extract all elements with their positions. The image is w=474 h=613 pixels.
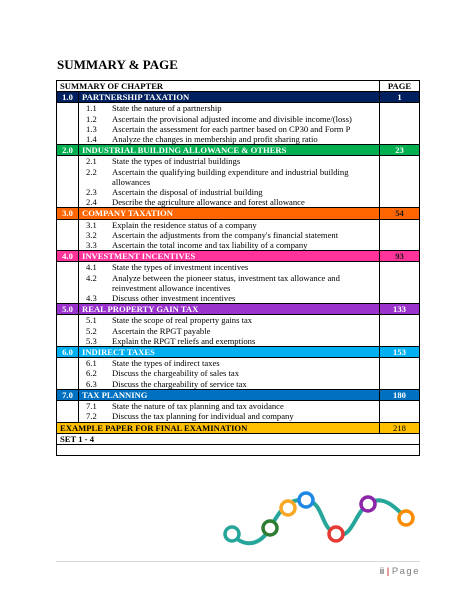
subtopic-cell bbox=[79, 114, 380, 124]
subtopic-number: 1.4 bbox=[86, 134, 97, 145]
subtopic-number: 3.3 bbox=[86, 240, 97, 251]
subtopic-text: Discuss other investment incentives bbox=[112, 293, 236, 304]
section-page: 23 bbox=[380, 145, 420, 156]
subtopic-page-cell bbox=[380, 240, 420, 251]
section-page: 93 bbox=[380, 251, 420, 262]
example-paper-title: EXAMPLE PAPER FOR FINAL EXAMINATION bbox=[57, 422, 380, 433]
subtopic-row bbox=[57, 368, 420, 378]
subtopic-cell bbox=[79, 411, 380, 422]
subtopic-spacer bbox=[57, 219, 79, 230]
footer-divider bbox=[56, 561, 420, 562]
section-row bbox=[57, 92, 420, 103]
subtopic-number: 1.1 bbox=[86, 103, 97, 114]
decoration-circle-icon bbox=[361, 497, 375, 511]
subtopic-number: 6.1 bbox=[86, 358, 97, 369]
subtopic-row bbox=[57, 336, 420, 347]
section-page: 133 bbox=[380, 304, 420, 315]
subtopic-number: 1.2 bbox=[86, 113, 97, 124]
section-row bbox=[57, 389, 420, 400]
subtopic-text: State the nature of a partnership bbox=[112, 103, 222, 114]
subtopic-number: 5.3 bbox=[86, 335, 97, 346]
page-number bbox=[380, 566, 420, 577]
subtopic-row bbox=[57, 315, 420, 326]
section-number: 4.0 bbox=[57, 251, 79, 262]
subtopic-row bbox=[57, 114, 420, 124]
subtopic-page-cell bbox=[380, 379, 420, 390]
section-number: 6.0 bbox=[57, 347, 79, 358]
subtopic-cell bbox=[79, 368, 380, 378]
page-number-word: Page bbox=[391, 566, 420, 577]
subtopic-spacer bbox=[57, 230, 79, 240]
subtopic-number: 7.1 bbox=[86, 401, 97, 412]
subtopic-spacer bbox=[57, 124, 79, 134]
page-number-separator: | bbox=[386, 566, 390, 577]
subtopic-text: Ascertain the qualifying building expenditure and industrial building allowances bbox=[112, 166, 349, 187]
subtopic-spacer bbox=[57, 134, 79, 145]
subtopic-number: 4.2 bbox=[86, 272, 97, 283]
subtopic-text: State the types of industrial buildings bbox=[112, 156, 241, 167]
subtopic-spacer bbox=[57, 368, 79, 378]
subtopic-page-cell bbox=[380, 368, 420, 378]
section-row bbox=[57, 145, 420, 156]
subtopic-cell bbox=[79, 219, 380, 230]
subtopic-row bbox=[57, 326, 420, 336]
set-label: SET 1 - 4 bbox=[57, 433, 420, 444]
subtopic-row bbox=[57, 230, 420, 240]
subtopic-page-cell bbox=[380, 336, 420, 347]
subtopic-row bbox=[57, 156, 420, 167]
decoration-circle-icon bbox=[399, 511, 413, 525]
subtopic-cell bbox=[79, 293, 380, 304]
section-number: 3.0 bbox=[57, 208, 79, 219]
subtopic-spacer bbox=[57, 315, 79, 326]
example-paper-row bbox=[57, 422, 420, 433]
subtopic-number: 2.1 bbox=[86, 156, 97, 167]
subtopic-spacer bbox=[57, 187, 79, 197]
subtopic-text: State the nature of tax planning and tax avoidance bbox=[112, 401, 284, 412]
subtopic-text: Ascertain the disposal of industrial building bbox=[112, 187, 263, 198]
subtopic-page-cell bbox=[380, 156, 420, 167]
subtopic-number: 6.2 bbox=[86, 368, 97, 379]
page-number-value: ii bbox=[379, 566, 385, 577]
subtopic-row bbox=[57, 103, 420, 114]
subtopic-page-cell bbox=[380, 293, 420, 304]
subtopic-cell bbox=[79, 326, 380, 336]
subtopic-spacer bbox=[57, 103, 79, 114]
subtopic-spacer bbox=[57, 273, 79, 293]
subtopic-spacer bbox=[57, 411, 79, 422]
subtopic-page-cell bbox=[380, 167, 420, 187]
subtopic-number: 6.3 bbox=[86, 378, 97, 389]
blank-cell bbox=[57, 444, 420, 455]
subtopic-spacer bbox=[57, 114, 79, 124]
decoration-circle-icon bbox=[225, 527, 239, 541]
subtopic-page-cell bbox=[380, 326, 420, 336]
subtopic-text: Describe the agriculture allowance and forest allowance bbox=[112, 197, 305, 208]
subtopic-row bbox=[57, 134, 420, 145]
subtopic-number: 5.2 bbox=[86, 325, 97, 336]
subtopic-spacer bbox=[57, 358, 79, 369]
subtopic-number: 4.1 bbox=[86, 262, 97, 273]
subtopic-cell bbox=[79, 273, 380, 293]
subtopic-page-cell bbox=[380, 219, 420, 230]
decoration-circle-icon bbox=[263, 521, 277, 535]
section-title: INVESTMENT INCENTIVES bbox=[79, 251, 380, 262]
subtopic-spacer bbox=[57, 262, 79, 273]
subtopic-page-cell bbox=[380, 114, 420, 124]
section-title: COMPANY TAXATION bbox=[79, 208, 380, 219]
subtopic-row bbox=[57, 262, 420, 273]
subtopic-number: 2.3 bbox=[86, 187, 97, 198]
blank-row bbox=[57, 444, 420, 455]
decoration-circle-icon bbox=[329, 527, 343, 541]
section-page: 180 bbox=[380, 389, 420, 400]
subtopic-spacer bbox=[57, 240, 79, 251]
subtopic-text: State the types of indirect taxes bbox=[112, 358, 220, 369]
table-header-page: PAGE bbox=[380, 81, 420, 92]
subtopic-spacer bbox=[57, 401, 79, 412]
section-page: 1 bbox=[380, 92, 420, 103]
subtopic-spacer bbox=[57, 326, 79, 336]
subtopic-spacer bbox=[57, 293, 79, 304]
section-page: 153 bbox=[380, 347, 420, 358]
subtopic-cell bbox=[79, 262, 380, 273]
subtopic-cell bbox=[79, 156, 380, 167]
subtopic-number: 5.1 bbox=[86, 315, 97, 326]
subtopic-page-cell bbox=[380, 411, 420, 422]
subtopic-page-cell bbox=[380, 401, 420, 412]
subtopic-row bbox=[57, 240, 420, 251]
subtopic-text: State the scope of real property gains tax bbox=[112, 315, 253, 326]
subtopic-number: 3.2 bbox=[86, 229, 97, 240]
section-row bbox=[57, 208, 420, 219]
subtopic-text: Discuss the chargeability of service tax bbox=[112, 378, 247, 389]
subtopic-row bbox=[57, 197, 420, 208]
subtopic-page-cell bbox=[380, 230, 420, 240]
subtopic-spacer bbox=[57, 156, 79, 167]
subtopic-cell bbox=[79, 336, 380, 347]
subtopic-spacer bbox=[57, 336, 79, 347]
subtopic-text: Ascertain the assessment for each partner based on CP30 and Form P bbox=[112, 123, 351, 134]
subtopic-spacer bbox=[57, 379, 79, 390]
section-row bbox=[57, 304, 420, 315]
subtopic-text: Discuss the tax planning for individual and company bbox=[112, 411, 294, 422]
decoration-circle-icon bbox=[299, 493, 313, 507]
subtopic-cell bbox=[79, 167, 380, 187]
subtopic-number: 4.3 bbox=[86, 293, 97, 304]
table-header-row bbox=[57, 81, 420, 92]
section-number: 7.0 bbox=[57, 389, 79, 400]
subtopic-text: Explain the residence status of a company bbox=[112, 219, 257, 230]
section-number: 5.0 bbox=[57, 304, 79, 315]
subtopic-text: Ascertain the adjustments from the company's financial statement bbox=[112, 229, 339, 240]
section-number: 2.0 bbox=[57, 145, 79, 156]
subtopic-cell bbox=[79, 103, 380, 114]
set-row bbox=[57, 433, 420, 444]
subtopic-cell bbox=[79, 187, 380, 197]
subtopic-number: 7.2 bbox=[86, 411, 97, 422]
circles-decoration-icon bbox=[222, 488, 422, 550]
subtopic-page-cell bbox=[380, 262, 420, 273]
subtopic-page-cell bbox=[380, 315, 420, 326]
summary-table bbox=[56, 80, 420, 456]
section-title: PARTNERSHIP TAXATION bbox=[79, 92, 380, 103]
subtopic-row bbox=[57, 411, 420, 422]
section-page: 54 bbox=[380, 208, 420, 219]
subtopic-number: 2.4 bbox=[86, 197, 97, 208]
subtopic-row bbox=[57, 167, 420, 187]
subtopic-number: 3.1 bbox=[86, 219, 97, 230]
subtopic-page-cell bbox=[380, 134, 420, 145]
subtopic-number: 1.3 bbox=[86, 123, 97, 134]
subtopic-row bbox=[57, 358, 420, 369]
subtopic-text: Analyze between the pioneer status, investment tax allowance and reinvestment allowance incentives bbox=[112, 272, 340, 293]
section-title: TAX PLANNING bbox=[79, 389, 380, 400]
section-title: REAL PROPERTY GAIN TAX bbox=[79, 304, 380, 315]
page-heading: SUMMARY & PAGE bbox=[57, 57, 178, 72]
subtopic-page-cell bbox=[380, 273, 420, 293]
subtopic-row bbox=[57, 273, 420, 293]
subtopic-page-cell bbox=[380, 358, 420, 369]
subtopic-row bbox=[57, 379, 420, 390]
example-paper-page: 218 bbox=[380, 422, 420, 433]
subtopic-cell bbox=[79, 358, 380, 369]
table-header-title: SUMMARY OF CHAPTER bbox=[57, 81, 380, 92]
subtopic-row bbox=[57, 401, 420, 412]
subtopic-text: Ascertain the total income and tax liability of a company bbox=[112, 240, 308, 251]
subtopic-row bbox=[57, 293, 420, 304]
section-number: 1.0 bbox=[57, 92, 79, 103]
subtopic-page-cell bbox=[380, 103, 420, 114]
subtopic-page-cell bbox=[380, 124, 420, 134]
subtopic-cell bbox=[79, 401, 380, 412]
section-title: INDUSTRIAL BUILDING ALLOWANCE & OTHERS bbox=[79, 145, 380, 156]
subtopic-cell bbox=[79, 134, 380, 145]
subtopic-page-cell bbox=[380, 197, 420, 208]
subtopic-cell bbox=[79, 124, 380, 134]
subtopic-text: Ascertain the RPGT payable bbox=[112, 325, 211, 336]
subtopic-text: Discuss the chargeability of sales tax bbox=[112, 368, 240, 379]
subtopic-number: 2.2 bbox=[86, 166, 97, 177]
subtopic-text: Analyze the changes in membership and profit sharing ratio bbox=[112, 134, 318, 145]
subtopic-spacer bbox=[57, 167, 79, 187]
subtopic-spacer bbox=[57, 197, 79, 208]
subtopic-row bbox=[57, 219, 420, 230]
subtopic-text: State the types of investment incentives bbox=[112, 262, 249, 273]
subtopic-cell bbox=[79, 230, 380, 240]
decoration-circle-icon bbox=[281, 501, 295, 515]
subtopic-cell bbox=[79, 240, 380, 251]
section-title: INDIRECT TAXES bbox=[79, 347, 380, 358]
subtopic-cell bbox=[79, 315, 380, 326]
subtopic-page-cell bbox=[380, 187, 420, 197]
subtopic-cell bbox=[79, 197, 380, 208]
subtopic-row bbox=[57, 124, 420, 134]
subtopic-text: Explain the RPGT reliefs and exemptions bbox=[112, 335, 256, 346]
subtopic-text: Ascertain the provisional adjusted income and divisible income/(loss) bbox=[112, 113, 352, 124]
section-row bbox=[57, 251, 420, 262]
subtopic-cell bbox=[79, 379, 380, 390]
section-row bbox=[57, 347, 420, 358]
subtopic-row bbox=[57, 187, 420, 197]
